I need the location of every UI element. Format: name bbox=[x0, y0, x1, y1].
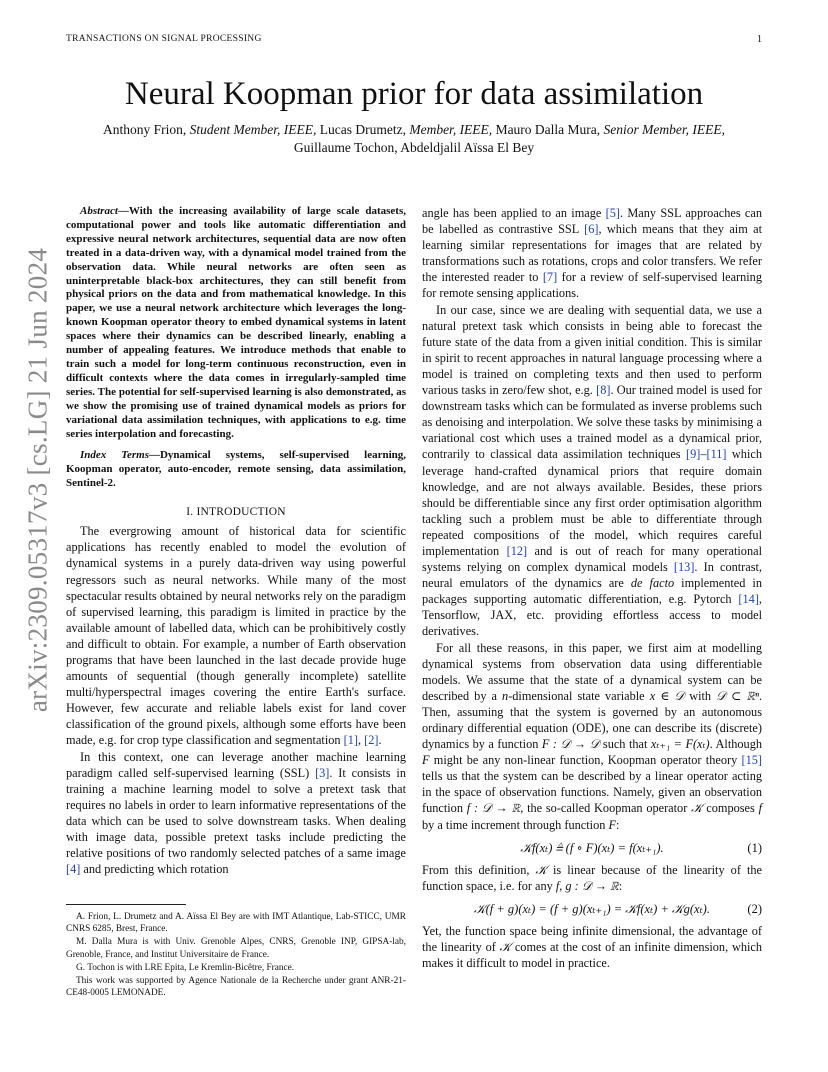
footnote-affiliation: A. Frion, L. Drumetz and A. Aïssa El Bey are with IMT Atlantique, Lab-STICC, UMR CNRS 6285, Brest, France. bbox=[66, 912, 406, 935]
citation-link[interactable]: [1] bbox=[343, 733, 358, 748]
abstract bbox=[66, 205, 406, 441]
author-list bbox=[96, 121, 732, 157]
citation-link[interactable]: [3] bbox=[315, 765, 330, 780]
page-number: 1 bbox=[757, 34, 762, 45]
footnote-affiliation: G. Tochon is with LRE Epita, Le Kremlin-Bicêtre, France. bbox=[76, 962, 295, 973]
footnote-funding: This work was supported by Agence Nationale de la Recherche under grant ANR-21-CE48-0005 LEMONADE. bbox=[66, 976, 406, 999]
index-terms-dash: — bbox=[148, 449, 160, 462]
intro-paragraph-2: In this context, one can leverage another machine learning paradigm called self-supervised learning (SSL) [3]. It consists in training a machine learning model to solve a pretext task that requires no labels in order to learn informative representations of the data which can be used to solve downstream tasks. When dealing with image data, possible pretext tasks include predicting the relative positions of two randomly selected patches of a same image [4] and predicting which rotation bbox=[66, 749, 406, 877]
paragraph-linearity: From this definition, 𝒦 is linear because of the linearity of the function space, i.e. for any f, g : 𝒟 → ℝ: bbox=[422, 862, 762, 893]
abstract-dash: — bbox=[117, 205, 129, 217]
author-name: Lucas Drumetz, bbox=[319, 122, 406, 137]
citation-link[interactable]: [9] bbox=[685, 447, 701, 462]
footnote-affiliation: M. Dalla Mura is with Univ. Grenoble Alpes, CNRS, Grenoble INP, GIPSA-lab, Grenoble, France, and Institut Universitaire de France. bbox=[66, 937, 406, 960]
equation-number: (2) bbox=[747, 901, 762, 916]
section-heading-introduction bbox=[66, 504, 406, 520]
paragraph-infinite-dimension: Yet, the function space being infinite dimensional, the advantage of the linearity of 𝒦 comes at the cost of an infinite dimension, which makes it difficult to model in practice. bbox=[422, 924, 762, 971]
section-initial: I bbox=[196, 506, 201, 519]
citation-link[interactable]: [11] bbox=[706, 447, 727, 462]
equation-body: 𝒦f(xₜ) ≜ (f ∘ F)(xₜ) = f(xₜ₊₁). bbox=[520, 840, 664, 855]
arxiv-watermark: arXiv:2309.05317v3 [cs.LG] 21 Jun 2024 bbox=[22, 247, 53, 713]
citation-link[interactable]: [4] bbox=[66, 862, 81, 877]
author-membership: Member, IEEE, bbox=[409, 122, 493, 137]
index-terms-label: Index Terms bbox=[80, 449, 149, 462]
footnotes bbox=[66, 904, 406, 1000]
citation-link[interactable]: [12] bbox=[506, 543, 528, 558]
author-name: Guillaume Tochon, Abdeldjalil Aïssa El Bey bbox=[293, 140, 535, 155]
paragraph-pretext-task: In our case, since we are dealing with sequential data, we use a natural pretext task which consists in being able to forecast the future state of the data from a given initial condition. This is similar in spirit to recent approaches in natural language processing where a model is trained on completing texts and then used to perform various tasks in zero/few shot, e.g. [8]. Our trained model is used for downstream tasks which can be formulated as inverse problems such as denoising and interpolation. We solve these tasks by minimising a variational cost which uses a trained model as a dynamical prior, contrarily to classical data assimilation techniques [9]–[11] which leverage hand-crafted dynamical priors that require domain knowledge, and are not always available. Besides, these priors should be differentiable since any first order optimisation algorithm tackling such a problem must be able to differentiate through repeated compositions of the model, which requires careful implementation [12] and is out of reach for many operational systems relying on complex dynamical models [13]. In contrast, neural emulators of the dynamics are de facto implemented in packages supporting automatic differentiation, e.g. Pytorch [14], Tensorflow, JAX, etc. providing effortless access to model derivatives. bbox=[422, 302, 762, 639]
citation-link[interactable]: [8] bbox=[596, 383, 611, 398]
citation-link[interactable]: [2] bbox=[364, 733, 379, 748]
equation-body: 𝒦(f + g)(xₜ) = (f + g)(xₜ₊₁) = 𝒦f(xₜ) + 𝒦g(xₜ). bbox=[474, 901, 710, 916]
paragraph-continuation: angle has been applied to an image [5]. Many SSL approaches can be labelled as contrastive SSL [6], which means that they aim at learning similar representations for images that are related by transformations such as rotations, crops and color transfers. We refer the interested reader to [7] for a review of self-supervised learning for remote sensing applications. bbox=[422, 206, 762, 301]
author-name: Mauro Dalla Mura, bbox=[495, 122, 601, 137]
section-title: NTRODUCTION bbox=[200, 506, 286, 519]
index-terms bbox=[66, 449, 406, 491]
running-head: TRANSACTIONS ON SIGNAL PROCESSING bbox=[66, 34, 262, 44]
author-membership: Senior Member, IEEE, bbox=[603, 122, 725, 137]
equation-2 bbox=[422, 901, 762, 917]
paper-title: Neural Koopman prior for data assimilation bbox=[124, 76, 704, 112]
section-number: I. bbox=[186, 506, 194, 519]
footnote-rule bbox=[66, 904, 186, 905]
citation-link[interactable]: [5] bbox=[605, 206, 620, 220]
paragraph-koopman-intro: For all these reasons, in this paper, we first aim at modelling dynamical systems from observation data using differentiable models. We assume that the state of a dynamical system can be described by a n-dimensional state variable x ∈ 𝒟 with 𝒟 ⊂ ℝⁿ. Then, assuming that the system is governed by an autonomous ordinary differential equation (ODE), one can describe its (discrete) dynamics by a function F : 𝒟 → 𝒟 such that xₜ₊₁ = F(xₜ). Although F might be any non-linear function, Koopman operator theory [15] tells us that the system can be described by a linear operator acting in the space of observation functions. Namely, given an observation function f : 𝒟 → ℝ, the so-called Koopman operator 𝒦 composes f by a time increment through function F: bbox=[422, 640, 763, 832]
citation-link[interactable]: [7] bbox=[542, 270, 558, 285]
equation-1 bbox=[422, 840, 762, 856]
citation-link[interactable]: [14] bbox=[738, 592, 759, 607]
intro-paragraph-1: The evergrowing amount of historical data for scientific applications has recently enabled to model the evolution of dynamical systems in a purely data-driven way using powerful regressors such as neural networks. While many of the most spectacular results obtained by neural networks rely on the paradigm of supervised learning, this paradigm is limited in practice by the available amount of labelled data, which can be prohibitively costly and difficult to obtain. For example, a number of Earth observation programs that have been launched in the last decade provide huge amounts of sequential (though generally incomplete) satellite multi/hyperspectral images covering the entire Earth's surface. However, few accurate and reliable labels exist for land cover classification of the ground pixels, although some efforts have been made, e.g. for crop type classification and segmentation [1], [2]. bbox=[66, 524, 406, 748]
abstract-label: Abstract bbox=[80, 205, 118, 217]
author-name: Anthony Frion, bbox=[103, 122, 187, 137]
citation-link[interactable]: [15] bbox=[741, 753, 762, 768]
abstract-text: With the increasing availability of large scale datasets, computational power and tools like automatic differentiation and expressive neural network architectures, sequential data are now often treated in a data-driven way, with a dynamical model trained from the observation data. While neural networks are often seen as uninterpretable black-box architectures, they can still benefit from physical priors on the data and from mathematical knowledge. In this paper, we use a neural network architecture which leverages the long-known Koopman operator theory to embed dynamical systems in latent spaces where their dynamics can be described linearly, enabling a number of appealing features. We introduce methods that enable to train such a model for long-term continuous reconstruction, even in difficult contexts where the data comes in irregularly-sampled time series. The potential for self-supervised learning is also demonstrated, as we show the promising use of trained dynamical models as priors for variational data assimilation techniques, with applications to e.g. time series interpolation and forecasting. bbox=[66, 205, 406, 440]
citation-link[interactable]: [6] bbox=[584, 222, 599, 237]
equation-number: (1) bbox=[747, 840, 762, 855]
citation-link[interactable]: [13] bbox=[673, 560, 695, 575]
author-membership: Student Member, IEEE, bbox=[189, 122, 317, 137]
right-column bbox=[422, 205, 762, 971]
left-column bbox=[66, 205, 406, 877]
index-terms-text: Dynamical systems, self-supervised learning, Koopman operator, auto-encoder, remote sensing, data assimilation, Sentinel-2. bbox=[66, 449, 406, 490]
